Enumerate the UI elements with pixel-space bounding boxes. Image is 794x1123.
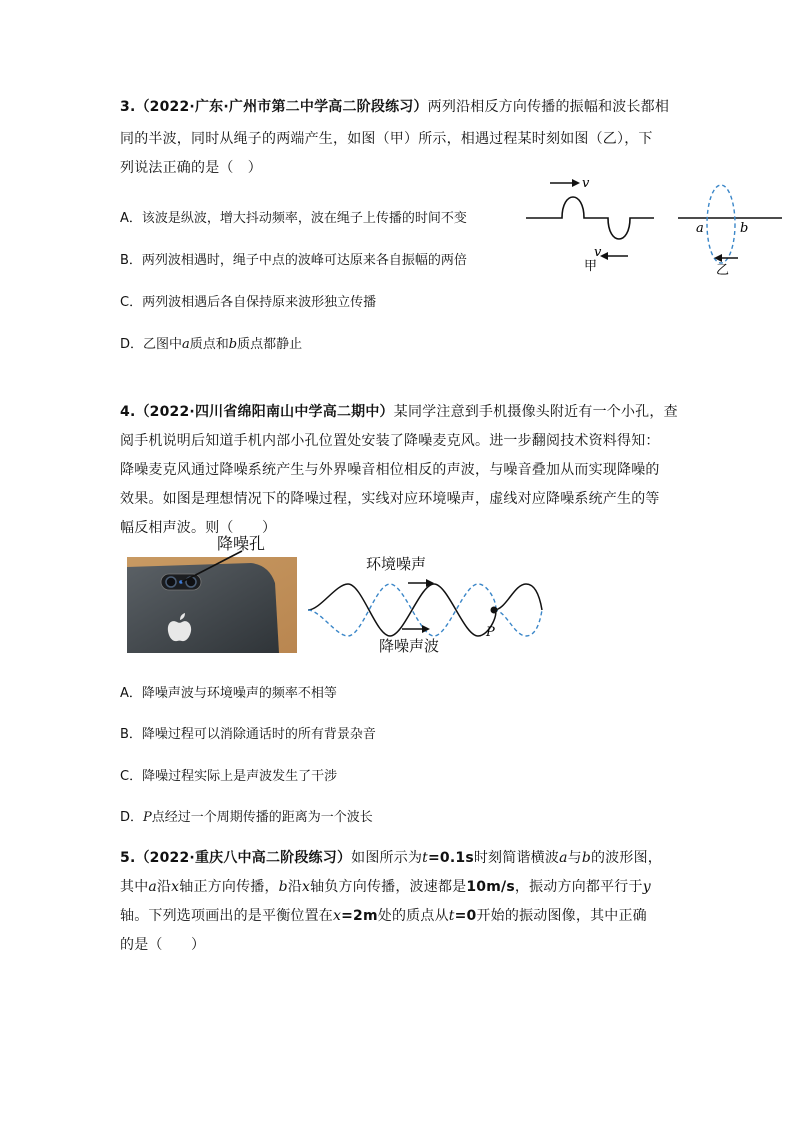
q5-l2-f: 10m/s (466, 879, 515, 895)
q4-option-d-rest: 点经过一个周期传播的距离为一个波长 (151, 810, 373, 825)
q5-line-3 (120, 905, 647, 925)
q5-l2-b: 沿 (156, 879, 172, 895)
q5-l1-t: t (422, 850, 428, 866)
q4-option-d-p: P (143, 810, 152, 825)
q5-l3-t: t (448, 908, 455, 924)
q4-option-c: C．降噪过程实际上是声波发生了干涉 (120, 769, 338, 784)
q3-option-d-mid: 质点和 (189, 337, 229, 352)
q5-l3-c: 处的质点从 (377, 908, 449, 924)
q3-number: 3. (120, 99, 136, 115)
q4-line-4: 效果。如图是理想情况下的降噪过程，实线对应环境噪声，虚线对应降噪系统产生的等 (120, 491, 660, 507)
arrow-head-right-icon (572, 179, 580, 187)
q4-text-1: 某同学注意到手机摄像头附近有一个小孔，查 (393, 404, 678, 420)
q3-text-1: 两列沿相反方向传播的振幅和波长都相 (427, 99, 670, 115)
q3-option-d (120, 333, 302, 352)
q3-line-1 (120, 96, 669, 116)
point-b-label: b (740, 221, 749, 236)
q3-figure-yi (676, 170, 786, 280)
q4-option-d (120, 806, 373, 825)
q4-option-d-prefix: D． (120, 810, 144, 825)
q3-option-d-prefix: D．乙图中 (120, 337, 183, 352)
q5-l2-y: y (642, 879, 651, 895)
noise-hole-label: 降噪孔 (217, 534, 266, 553)
q4-line-2: 阅手机说明后知道手机内部小孔位置处安装了降噪麦克风。进一步翻阅技术资料得知： (120, 433, 660, 449)
q5-l2-wa: a (148, 879, 157, 895)
figure-jia-label: 甲 (584, 259, 598, 274)
q5-l3-a: 轴。下列选项画出的是平衡位置在 (120, 908, 333, 924)
q5-line-1 (120, 847, 662, 867)
q3-figure-jia (520, 170, 660, 280)
arrow-head-left-icon (714, 254, 722, 262)
q4-line-5: 幅反相声波。则（ ） (120, 520, 277, 536)
q3-option-b: B．两列波相遇时，绳子中点的波峰可达原来各自振幅的两倍 (120, 253, 467, 268)
rope-wave (526, 197, 654, 239)
q3-line-2: 同的半波，同时从绳子的两端产生，如图（甲）所示，相遇过程某时刻如图（乙），下 (120, 131, 653, 147)
q3-option-d-b: b (228, 337, 238, 352)
q5-l2-a: 其中 (120, 879, 149, 895)
figure-yi-label: 乙 (716, 263, 730, 278)
velocity-label-bottom: v (594, 245, 602, 260)
q5-l1-wb: b (581, 850, 591, 866)
q5-line-4: 的是（ ） (120, 937, 206, 953)
q5-l3-e: 开始的振动图像，其中正确 (476, 908, 647, 924)
q5-l2-e: 轴负方向传播，波速都是 (310, 879, 467, 895)
q4-number: 4. (120, 404, 136, 420)
q3-source: （2022·广东·广州市第二中学高二阶段练习） (135, 99, 428, 115)
q5-number: 5. (120, 850, 136, 866)
q3-option-d-a: a (182, 337, 190, 352)
dashed-wave-loop (707, 185, 735, 263)
q4-option-a: A．降噪声波与环境噪声的频率不相等 (120, 686, 337, 701)
q5-l1-b: =0.1s (427, 850, 474, 866)
q3-option-c: C．两列波相遇后各自保持原来波形独立传播 (120, 295, 377, 310)
q5-l3-x: x (333, 908, 342, 924)
q5-l2-x2: x (302, 879, 311, 895)
velocity-label-top: v (582, 176, 590, 191)
point-a-label: a (696, 221, 704, 236)
q5-l2-wb: b (278, 879, 288, 895)
q5-l1-c: 时刻简谐横波 (473, 850, 560, 866)
environment-noise-label: 环境噪声 (366, 555, 427, 573)
point-p-dot (491, 607, 498, 614)
q3-option-a: A．该波是纵波，增大抖动频率，波在绳子上传播的时间不变 (120, 211, 467, 226)
cancel-noise-label: 降噪声波 (379, 637, 440, 655)
q5-l3-d: =0 (454, 908, 477, 924)
q5-l1-d: 与 (567, 850, 582, 866)
q5-l3-b: =2m (341, 908, 378, 924)
q5-source: （2022·重庆八中高二阶段练习） (135, 850, 352, 866)
q3-line-3: 列说法正确的是（ ） (120, 160, 262, 176)
point-p-label: P (486, 625, 495, 640)
q4-option-b: B．降噪过程可以消除通话时的所有背景杂音 (120, 727, 376, 742)
q5-l2-x1: x (171, 879, 180, 895)
q5-l2-d: 沿 (287, 879, 303, 895)
q5-l2-c: 轴正方向传播， (179, 879, 279, 895)
q3-option-d-post: 质点都静止 (237, 337, 303, 352)
q4-line-3: 降噪麦克风通过降噪系统产生与外界噪音相位相反的声波，与噪音叠加从而实现降噪的 (120, 462, 660, 478)
q5-l1-a: 如图所示为 (351, 850, 423, 866)
q4-line-1 (120, 401, 678, 421)
q5-line-2 (120, 876, 651, 896)
q4-source: （2022·四川省绵阳南山中学高二期中） (135, 404, 394, 420)
q5-l2-g: ，振动方向都平行于 (514, 879, 643, 895)
q5-l1-wa: a (559, 850, 568, 866)
leader-line (170, 548, 250, 588)
q5-l1-e: 的波形图， (590, 850, 662, 866)
